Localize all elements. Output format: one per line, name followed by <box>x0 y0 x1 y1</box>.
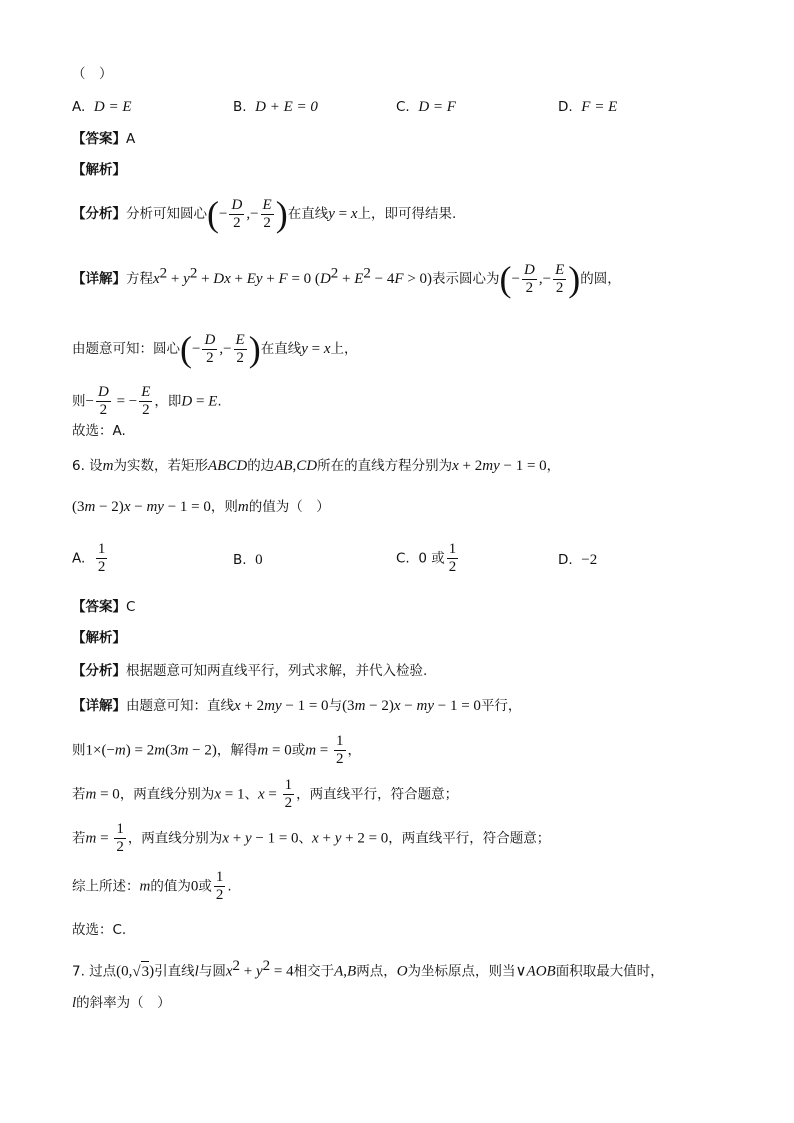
q6-option-d: D. −2 <box>558 552 598 568</box>
q5-fenxi: 【分析】分析可知圆心(− $\frac{D}{2}$ ,− $\frac{E}{2}$ )在直线y = x上，即可得结果. <box>72 194 457 234</box>
q7-stem-line1: 7. 过点(0,√3)引直线l与圆$x^2 + y^2 = 4$相交于A,B两点，O为坐标原点，则当∨AOB面积取最大值时， <box>72 958 664 980</box>
q5-option-d: D. F = E <box>558 99 618 115</box>
q5-option-c: C. D = F <box>396 99 456 115</box>
q5-analysis-tag: 【解析】 <box>72 162 126 178</box>
q6-detail-line5: 综上所述：m的值为0或 $\frac{1}{2}$ . <box>72 869 232 903</box>
q6-detail-line2: 则1×(−m) = 2m(3m − 2)，解得m = 0或m = $\frac{1}{2}$ ， <box>72 733 362 767</box>
q5-option-a: A. D = E <box>72 99 132 115</box>
q6-detail-line4: 若m = $\frac{1}{2}$ ，两直线分别为x + y − 1 = 0、x + y + 2 = 0，两直线平行，符合题意； <box>72 821 551 855</box>
q6-choose: 故选：C. <box>72 922 127 938</box>
q5-choose: 故选：A. <box>72 423 126 439</box>
q5-stem-tail: （ ） <box>72 66 113 82</box>
q7-stem-line2: l的斜率为（ ） <box>72 995 171 1011</box>
q5-detail-line3: 由题意可知：圆心(− $\frac{D}{2}$ ,− $\frac{E}{2}$ )在直线y = x上， <box>72 329 358 369</box>
q6-option-a: A. $\frac{1}{2}$ <box>72 541 106 575</box>
q6-stem-line2: (3m − 2)x − my − 1 = 0，则m的值为（ ） <box>72 499 330 515</box>
q6-stem-line1: 6. 设m为实数，若矩形ABCD的边AB,CD所在的直线方程分别为x + 2my − 1 = 0， <box>72 458 561 474</box>
q6-analysis-tag: 【解析】 <box>72 630 126 646</box>
q6-answer: 【答案】C <box>72 599 136 615</box>
q6-option-b: B. 0 <box>233 552 263 568</box>
q5-answer: 【答案】A <box>72 131 136 147</box>
q5-option-b: B. D + E = 0 <box>233 99 318 115</box>
q6-detail: 【详解】由题意可知：直线x + 2my − 1 = 0与(3m − 2)x − my − 1 = 0平行， <box>72 698 522 714</box>
q6-detail-line3: 若m = 0，两直线分别为x = 1、x = $\frac{1}{2}$ ，两直线平行，符合题意； <box>72 777 459 811</box>
q5-detail-line4: 则− $\frac{D}{2}$ = − $\frac{E}{2}$ ，即D = E. <box>72 384 222 418</box>
q6-option-c: C. 0 或 $\frac{1}{2}$ <box>396 541 457 575</box>
q6-fenxi: 【分析】根据题意可知两直线平行，列式求解，并代入检验. <box>72 663 428 679</box>
q5-detail: 【详解】方程$x^2 + y^2 + Dx + Ey + F = 0$ $(D^2 + E^2 - 4F > 0)$表示圆心为(− $\frac{D}{2}$ ,− $\frac{E}{2}$ )的圆， <box>72 259 621 299</box>
answer-tag: 【答案】 <box>72 131 126 147</box>
